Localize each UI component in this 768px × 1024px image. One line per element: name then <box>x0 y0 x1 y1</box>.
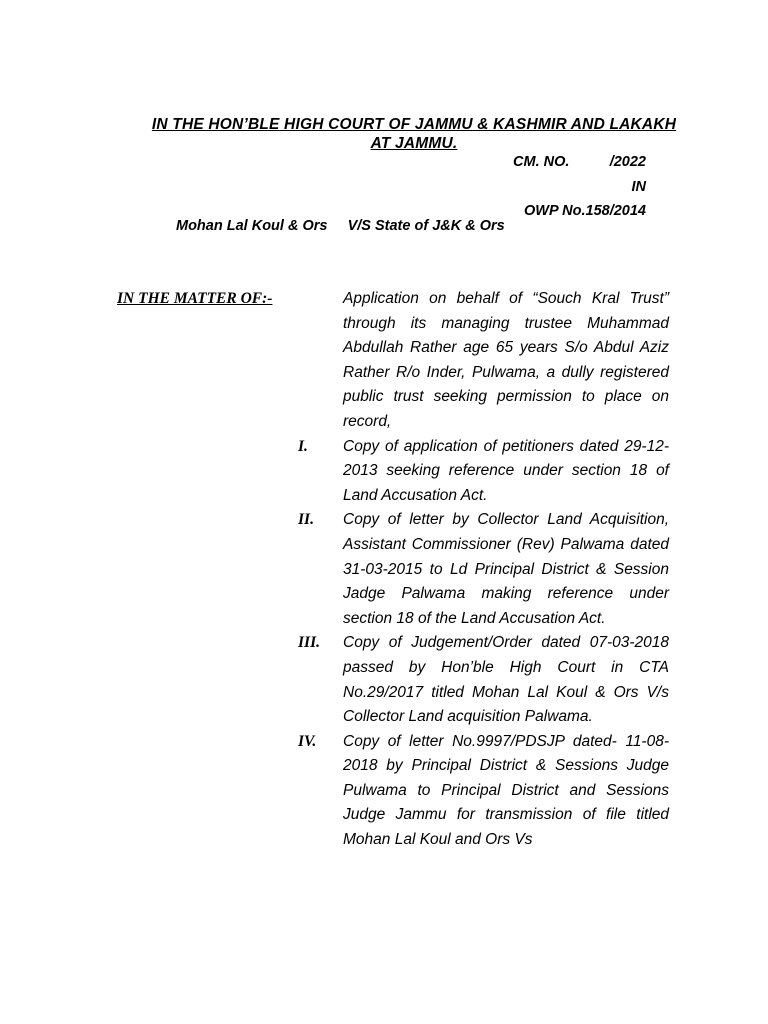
list-item <box>298 508 669 631</box>
court-title-line-1: IN THE HON’BLE HIGH COURT OF JAMMU & KASHMIR AND LAKAKH <box>151 116 677 133</box>
item-text: Copy of Judgement/Order dated 07-03-2018 passed by Hon’ble High Court in CTA No.29/2017 titled Mohan Lal Koul & Ors V/s Collector Land acquisition Palwama. <box>343 634 669 726</box>
list-item <box>298 631 669 729</box>
court-title <box>60 115 768 153</box>
cm-number: CM. NO. /2022 <box>513 154 646 170</box>
matter-body <box>298 287 669 853</box>
item-text: Copy of letter No.9997/PDSJP dated- 11-08-2018 by Principal District & Sessions Judge Pulwama to Principal District and Sessions Judge Jammu for transmission of file titled Mohan Lal Koul and Ors Vs <box>343 732 669 849</box>
item-text: Copy of application of petitioners dated 29-12-2013 seeking reference under section 18 of Land Accusation Act. <box>343 437 669 504</box>
matter-label: IN THE MATTER OF:- <box>117 290 273 307</box>
matter-intro: Application on behalf of “Souch Kral Trust” through its managing trustee Muhammad Abdullah Rather age 65 years S/o Abdul Aziz Rather R/o Inder, Pulwama, a dully registered public trust seeking permission to place on record, <box>343 290 669 430</box>
in-label: IN <box>631 178 646 195</box>
item-numeral: II. <box>298 511 314 529</box>
court-title-line-2: AT JAMMU. <box>370 135 458 152</box>
list-item <box>298 730 669 853</box>
case-numbers <box>513 150 646 224</box>
owp-number: OWP No.158/2014 <box>524 203 646 219</box>
item-numeral: I. <box>298 437 308 455</box>
item-numeral: III. <box>298 634 320 652</box>
item-text: Copy of letter by Collector Land Acquisition, Assistant Commissioner (Rev) Palwama dated 31-03-2015 to Ld Principal District & Session Jadge Palwama making reference under section 18 of the Land Accusation Act. <box>343 511 669 627</box>
list-item <box>298 435 669 509</box>
item-numeral: IV. <box>298 732 317 750</box>
parties-line: Mohan Lal Koul & Ors V/S State of J&K & Ors <box>176 218 505 234</box>
